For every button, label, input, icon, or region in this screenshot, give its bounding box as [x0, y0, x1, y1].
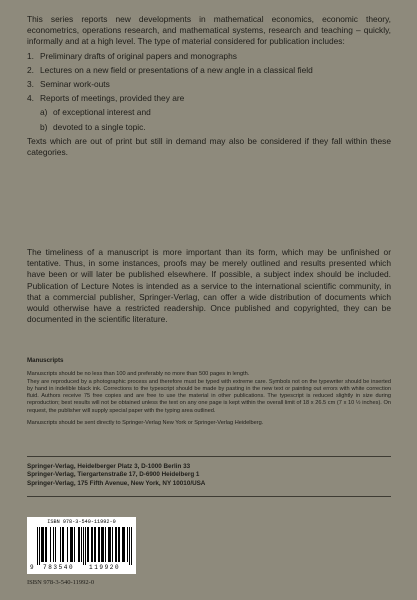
- list-item-number: 2.: [27, 64, 34, 75]
- publisher-addresses: [27, 463, 391, 488]
- barcode-bar: [87, 527, 88, 562]
- barcode-bar: [81, 527, 82, 562]
- barcode-bar: [70, 527, 71, 562]
- barcode-bar: [45, 527, 46, 562]
- address-berlin: Springer-Verlag, Heidelberger Platz 3, D-1000 Berlin 33: [27, 463, 191, 470]
- barcode-bar: [127, 527, 128, 562]
- barcode-bar: [101, 527, 102, 562]
- barcode-bar: [41, 527, 42, 562]
- list-item-number: 3.: [27, 79, 34, 90]
- barcode-bar: [95, 527, 96, 562]
- barcode-bar: [74, 527, 75, 562]
- barcode-bar: [110, 527, 111, 562]
- list-item-number: 1.: [27, 50, 34, 61]
- barcode-bar: [115, 527, 116, 562]
- list-subitem-letter: a): [40, 107, 48, 118]
- barcode-bars: [37, 527, 132, 565]
- list-item-text: Reports of meetings, provided they are: [40, 93, 185, 104]
- barcode-bar: [112, 527, 113, 562]
- barcode-bar: [43, 527, 44, 562]
- barcode-bar: [37, 527, 38, 565]
- isbn-footer: ISBN 978-3-540-11992-0: [27, 579, 95, 586]
- barcode-bar: [92, 527, 93, 562]
- list-subitem-letter: b): [40, 121, 48, 132]
- barcode-bar: [119, 527, 120, 562]
- list-item: [27, 51, 391, 62]
- list-subitem-text: of exceptional interest and: [53, 107, 151, 118]
- intro-paragraph: This series reports new developments in mathematical economics, economic theory, econometrics, operations research, and mathematical systems, research and teaching – quickly, informally and at a high level. The type of material considered for publication includes:: [27, 14, 391, 47]
- manuscripts-section: [27, 357, 391, 427]
- series-description: [27, 14, 391, 158]
- barcode-bar: [50, 527, 51, 562]
- barcode-right-digits: 119920: [89, 564, 121, 571]
- barcode-bar: [67, 527, 68, 562]
- barcode: [27, 517, 136, 574]
- barcode-left-digits: 783540: [43, 564, 75, 571]
- barcode-bar: [71, 527, 72, 562]
- barcode-bar: [122, 527, 123, 562]
- manuscripts-length: Manuscripts should be no less than 100 and preferably no more than 500 pages in length.: [27, 371, 250, 378]
- divider-top: [27, 456, 391, 457]
- timeliness-section: [27, 247, 391, 325]
- barcode-bar: [98, 527, 99, 562]
- address-heidelberg: Springer-Verlag, Tiergartenstraße 17, D-6900 Heidelberg 1: [27, 471, 200, 479]
- manuscripts-details: They are reproduced by a photographic process and therefore must be typed with extreme care. Symbols not on the typewriter should be inserted by hand in indelible black ink. Corrections to the typescript should be made by pasting in the new text or painting out errors with white correction fluid. Authors receive 75 free copies and are free to use the material in other publications. The typescript is reduced slightly in size during reproduction; best results will not be obtained unless the text on any one page is kept within the overall limit of 18 x 26.5 cm (7 x 10 ½ inches). On request, the publisher will supply special paper with the typing area outlined.: [27, 378, 391, 414]
- barcode-bar: [79, 527, 80, 562]
- barcode-bar: [94, 527, 95, 562]
- timeliness-paragraph: The timeliness of a manuscript is more important than its form, which may be unfinished or tentative. Thus, in some instances, proofs may be merely outlined and results presented which have been or will later be published elsewhere. If possible, a subject index should be included. Publication of Lecture Notes is intended as a service to the international scientific community, in that a commercial publisher, Springer-Verlag, can offer a wide distribution of documents which would otherwise have a restricted readership. Once published and copyrighted, they can be documented in the scientific literature.: [27, 247, 391, 325]
- barcode-bar: [118, 527, 119, 562]
- address-new-york: Springer-Verlag, 175 Fifth Avenue, New York, NY 10010/USA: [27, 479, 206, 487]
- list-item-number: 4.: [27, 93, 34, 104]
- barcode-bar: [102, 527, 103, 562]
- barcode-bar: [83, 527, 84, 565]
- divider-bottom: [27, 496, 391, 497]
- barcode-bar: [99, 527, 100, 562]
- barcode-isbn-label: ISBN 978-3-540-11992-0: [47, 519, 116, 525]
- barcode-bar: [105, 527, 106, 562]
- barcode-bar: [103, 527, 104, 562]
- list-item-text: Lectures on a new field or presentations of a new angle in a classical field: [40, 64, 313, 75]
- list-subitem: [40, 122, 391, 133]
- barcode-bar: [91, 527, 92, 562]
- barcode-bar: [46, 527, 47, 562]
- barcode-bar: [108, 527, 109, 562]
- barcode-bar: [88, 527, 89, 562]
- list-subitem-text: devoted to a single topic.: [53, 121, 146, 132]
- barcode-bar: [131, 527, 132, 565]
- list-item: [27, 65, 391, 76]
- barcode-bar: [85, 527, 86, 565]
- list-item: [27, 79, 391, 90]
- barcode-bar: [123, 527, 124, 562]
- barcode-bar: [55, 527, 56, 562]
- meeting-conditions-list: [40, 107, 391, 132]
- list-item-text: Preliminary drafts of original papers and monographs: [40, 50, 237, 61]
- material-types-list: [27, 51, 391, 133]
- barcode-bar: [42, 527, 43, 562]
- barcode-bar: [116, 527, 117, 562]
- barcode-bar: [63, 527, 64, 562]
- barcode-bar: [129, 527, 130, 565]
- manuscripts-heading: Manuscripts: [27, 357, 64, 364]
- barcode-bar: [72, 527, 73, 562]
- barcode-bar: [109, 527, 110, 562]
- manuscripts-send-to: Manuscripts should be sent directly to Springer-Verlag New York or Springer-Verlag Heidelberg.: [27, 420, 264, 427]
- barcode-first-digit: 9: [30, 564, 34, 571]
- barcode-bar: [53, 527, 54, 562]
- out-of-print-paragraph: Texts which are out of print but still in demand may also be considered if they fall within these categories.: [27, 135, 391, 158]
- list-subitem: [40, 107, 391, 118]
- list-item-text: Seminar work-outs: [40, 79, 110, 90]
- barcode-bar: [124, 527, 125, 562]
- list-item: [27, 93, 391, 133]
- barcode-bar: [39, 527, 40, 565]
- barcode-bar: [60, 527, 61, 562]
- barcode-bar: [78, 527, 79, 562]
- barcode-bar: [62, 527, 63, 562]
